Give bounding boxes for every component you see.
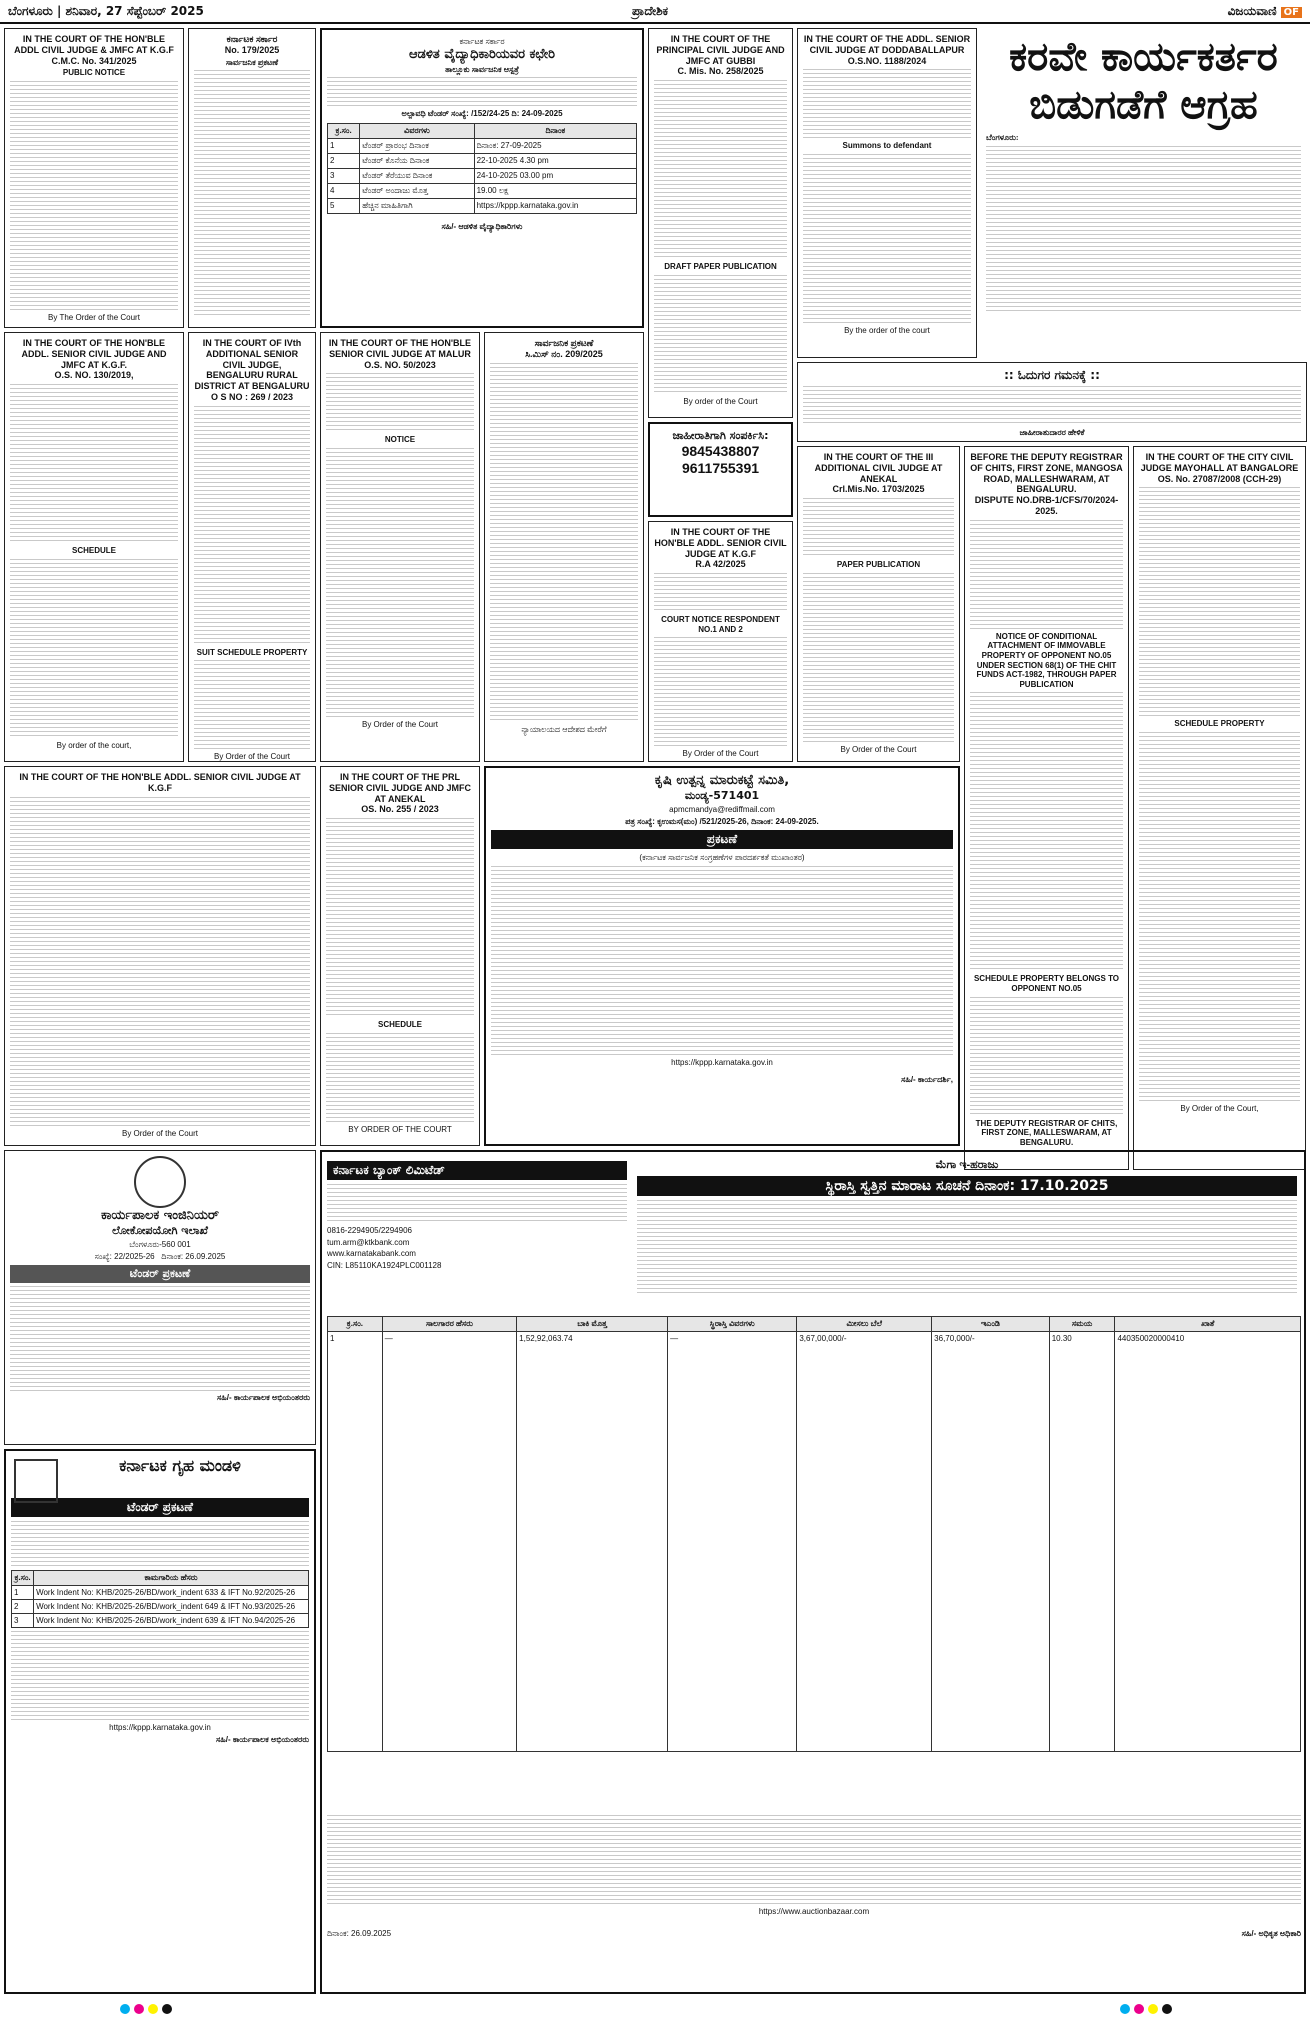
cell: 36,70,000/- xyxy=(932,1332,1050,1752)
cell: Work Indent No: KHB/2025-26/BD/work_indent 639 & IFT No.94/2025-26 xyxy=(34,1614,309,1628)
notice-parties xyxy=(326,373,474,433)
pwd-ref xyxy=(10,1252,310,1262)
tender-intro xyxy=(327,77,637,107)
notice-bengaluru-rural-os269 xyxy=(188,332,316,762)
schedule-body xyxy=(326,1033,474,1123)
notice-gubbi-cmis258 xyxy=(648,28,793,418)
notice-subtitle: Summons to defendant xyxy=(842,141,932,151)
table-row xyxy=(328,154,637,169)
notice-footer: By Order of the Court, xyxy=(1180,1103,1259,1113)
pwd-signature: ಸಹಿ/- ಕಾರ್ಯಪಾಲಕ ಅಭಿಯಂತರರು xyxy=(217,1393,310,1403)
readers-notice xyxy=(797,362,1307,442)
notice-body xyxy=(10,384,178,544)
notice-body xyxy=(803,573,954,743)
tender-signature: ಸಹಿ/- ಆಡಳಿತ ವೈದ್ಯಾಧಿಕಾರಿಗಳು xyxy=(441,222,523,232)
notice-footer: ನ್ಯಾಯಾಲಯದ ಆದೇಶದ ಮೇರೆಗೆ xyxy=(521,724,607,734)
bank-email[interactable]: tum.arm@ktkbank.com xyxy=(327,1237,410,1247)
table-row xyxy=(12,1600,309,1614)
col-time: ಸಮಯ xyxy=(1049,1317,1115,1332)
col-date: ದಿನಾಂಕ xyxy=(474,124,636,139)
col-property: ಸ್ಥಿರಾಸ್ತಿ ವಿವರಗಳು xyxy=(668,1317,797,1332)
apmc-signature: ಸಹಿ/- ಕಾರ್ಯದರ್ಶಿ, xyxy=(901,1075,953,1085)
cell: ಟೆಂಡರ್ ತೆರೆಯುವ ದಿನಾಂಕ xyxy=(360,169,474,184)
col-dues: ಬಾಕಿ ಮೊತ್ತ xyxy=(517,1317,668,1332)
auction-date: ದಿನಾಂಕ: 26.09.2025 xyxy=(327,1928,392,1938)
notice-case: C. Mis. No. 258/2025 xyxy=(677,66,764,77)
schedule-body xyxy=(194,660,310,750)
col-sl: ಕ್ರ.ಸಂ. xyxy=(328,1317,383,1332)
govt-label: ಕರ್ನಾಟಕ ಸರ್ಕಾರ xyxy=(459,37,505,46)
notice-body xyxy=(194,406,310,646)
notice-parties xyxy=(803,69,971,139)
notice-anekal-os255 xyxy=(320,766,480,1146)
notice-footer: By Order of the Court xyxy=(121,1128,199,1138)
auction-site[interactable]: https://www.auctionbazaar.com xyxy=(758,1907,870,1916)
cell: ಹೆಚ್ಚಿನ ಮಾಹಿತಿಗಾಗಿ xyxy=(360,199,474,214)
notice-malur-os50 xyxy=(320,332,480,762)
schedule-body xyxy=(10,559,178,739)
table-row xyxy=(328,1332,1301,1752)
notice-body xyxy=(326,448,474,718)
notice-case: OS. No. 255 / 2023 xyxy=(361,804,439,815)
col-sl: ಕ್ರ.ಸಂ. xyxy=(328,124,360,139)
notice-parties xyxy=(803,498,954,558)
notice-subtitle: NOTICE OF CONDITIONAL ATTACHMENT OF IMMOVABLE PROPERTY OF OPPONENT NO.05 UNDER SECTION 68(1) OF THE CHIT FUNDS ACT-1982, THROUGH PAPER PUBLICATION xyxy=(976,631,1117,689)
bank-auction-notice xyxy=(320,1150,1306,1994)
notice-subtitle: SCHEDULE xyxy=(71,546,116,556)
notice-footer: By order of the court, xyxy=(56,740,132,750)
notice-case: DISPUTE NO.DRB-1/CFS/70/2024-2025. xyxy=(974,495,1119,516)
cell: 2 xyxy=(328,154,360,169)
notice-kgf-ra42 xyxy=(648,521,793,762)
office-subtitle: ತಾಲ್ಲೂಕು ಸಾರ್ವಜನಿಕ ಆಸ್ಪತ್ರೆ xyxy=(445,64,519,74)
apmc-mandya-tender xyxy=(484,766,960,1146)
notice-body xyxy=(970,692,1123,972)
table-row xyxy=(328,184,637,199)
readers-notice-body xyxy=(803,386,1301,426)
notice-parties xyxy=(654,573,787,613)
notice-footer: By Order of the Court xyxy=(840,744,917,754)
khb-subtitle: ಟೆಂಡರ್ ಪ್ರಕಟಣೆ xyxy=(11,1498,309,1517)
notice-subtitle: PUBLIC NOTICE xyxy=(62,68,126,78)
masthead xyxy=(0,0,1310,24)
ad-contact-box xyxy=(648,422,793,517)
notice-body xyxy=(654,637,787,747)
pwd-tender xyxy=(4,1150,316,1445)
notice-subtitle: COURT NOTICE RESPONDENT NO.1 AND 2 xyxy=(661,615,780,634)
notice-header: IN THE COURT OF THE HON'BLE ADDL. SENIOR CIVIL JUDGE AT K.G.F xyxy=(19,772,301,793)
office-title: ಆಡಳಿತ ವೈದ್ಯಾಧಿಕಾರಿಯವರ ಕಛೇರಿ xyxy=(408,46,556,62)
notice-header: IN THE COURT OF THE HON'BLE ADDL. SENIOR CIVIL JUDGE AT K.G.F xyxy=(654,527,787,559)
paper-logo: OF xyxy=(1281,7,1302,18)
notice-case: OS. No. 27087/2008 (CCH-29) xyxy=(1157,473,1282,484)
col-detail: ವಿವರಗಳು xyxy=(360,124,474,139)
notice-case: O.S. NO. 50/2023 xyxy=(364,359,436,370)
notice-footer: By order of the Court xyxy=(683,396,758,406)
auction-title: ಸ್ಥಿರಾಸ್ತಿ ಸ್ವತ್ತಿನ ಮಾರಾಟ ಸೂಚನೆ ದಿನಾಂಕ: 17.10.2025 xyxy=(637,1176,1297,1196)
apmc-ref: ಪತ್ರ ಸಂಖ್ಯೆ: ಕೃಉಮಸ(ಮಂ) /521/2025-26, ದಿನಾಂಕ: 24-09-2025. xyxy=(625,816,819,826)
notice-body xyxy=(194,70,310,315)
magenta-dot-icon xyxy=(1134,2004,1144,2014)
col-work: ಕಾಮಗಾರಿಯ ಹೆಸರು xyxy=(34,1571,309,1586)
notice-subtitle: SCHEDULE xyxy=(377,1020,422,1030)
bank-cin: CIN: L85110KA1924PLC001128 xyxy=(327,1260,442,1270)
cell: 4 xyxy=(328,184,360,199)
cell: 24-10-2025 03.00 pm xyxy=(474,169,636,184)
khb-tender xyxy=(4,1449,316,1994)
notice-footer: By Order of the Court xyxy=(361,719,439,729)
bank-address xyxy=(327,1184,627,1224)
apmc-place: ಮಂಡ್ಯ-571401 xyxy=(684,789,760,803)
bank-name: ಕರ್ನಾಟಕ ಬ್ಯಾಂಕ್ ಲಿಮಿಟೆಡ್ xyxy=(327,1161,627,1180)
story-body xyxy=(986,133,1301,143)
col-account: ಖಾತೆ xyxy=(1115,1317,1301,1332)
schedule-body xyxy=(1139,732,1300,1102)
pwd-org: ಕಾರ್ಯಪಾಲಕ ಇಂಜಿನಿಯರ್ xyxy=(100,1208,219,1223)
ad-contact-title: ಜಾಹೀರಾತಿಗಾಗಿ ಸಂಪರ್ಕಿಸಿ: xyxy=(672,429,769,442)
auction-footer xyxy=(327,1812,1301,1938)
bank-website[interactable]: www.karnatakabank.com xyxy=(327,1249,416,1259)
apmc-org: ಕೃಷಿ ಉತ್ಪನ್ನ ಮಾರುಕಟ್ಟೆ ಸಮಿತಿ, xyxy=(654,773,790,788)
notice-footer: BY ORDER OF THE COURT xyxy=(348,1124,452,1134)
notice-case: C.M.C. No. 341/2025 xyxy=(51,55,137,66)
table-row xyxy=(328,169,637,184)
col-emd: ಇಎಂಡಿ xyxy=(932,1317,1050,1332)
bank-header xyxy=(327,1157,627,1270)
cell: 3 xyxy=(12,1614,34,1628)
notice-header: IN THE COURT OF THE CITY CIVIL JUDGE MAYOHALL AT BANGALORE xyxy=(1140,452,1299,473)
pwd-title: ಟೆಂಡರ್ ಪ್ರಕಟಣೆ xyxy=(10,1265,310,1283)
pwd-ref-number: ಸಂಖ್ಯೆ: 22/2025-26 xyxy=(94,1251,155,1261)
notice-body xyxy=(1139,487,1300,717)
apmc-link[interactable]: https://kppp.karnataka.gov.in xyxy=(671,1057,773,1067)
notice-city-civil-os27087 xyxy=(1133,446,1306,1170)
apmc-title: ಪ್ರಕಟಣೆ xyxy=(491,830,953,849)
notice-kgf-bottom xyxy=(4,766,316,1146)
notice-chits-dispute xyxy=(964,446,1129,1170)
cell: 5 xyxy=(328,199,360,214)
issue-date: ಬೆಂಗಳೂರು | ಶನಿವಾರ, 27 ಸೆಪ್ಟೆಂಬರ್ 2025 xyxy=(8,4,204,18)
cell: — xyxy=(382,1332,516,1752)
notice-kgf-cmc xyxy=(4,28,184,328)
notice-header: IN THE COURT OF THE PRINCIPAL CIVIL JUDGE AND JMFC AT GUBBI xyxy=(656,34,785,66)
notice-anekal-crlmis1703 xyxy=(797,446,960,762)
auction-intro xyxy=(637,1200,1297,1295)
notice-header: IN THE COURT OF THE HON'BLE SENIOR CIVIL JUDGE AT MALUR xyxy=(328,338,472,359)
table-row xyxy=(12,1614,309,1628)
notice-body xyxy=(10,797,310,1127)
pwd-body xyxy=(10,1286,310,1391)
notice-header: IN THE COURT OF THE HON'BLE ADDL CIVIL JUDGE & JMFC AT K.G.F xyxy=(14,34,174,55)
notice-footer: By The Order of the Court xyxy=(48,312,140,322)
tender-ref: ಅಲ್ಪಾವಧಿ ಟೆಂಡರ್ ಸಂಖ್ಯೆ: /152/24-25 ದಿ: 24-09-2025 xyxy=(401,109,563,119)
notice-footer: By Order of the Court xyxy=(682,749,759,759)
notice-subtitle: DRAFT PAPER PUBLICATION xyxy=(664,262,777,272)
khb-intro xyxy=(11,1521,309,1566)
cell: ದಿನಾಂಕ: 27-09-2025 xyxy=(474,139,636,154)
cell: 1 xyxy=(12,1586,34,1600)
yellow-dot-icon xyxy=(148,2004,158,2014)
pwd-address: ಬೆಂಗಳೂರು-560 001 xyxy=(129,1240,191,1249)
section-title: ಪ್ರಾದೇಶಿಕ xyxy=(631,4,669,18)
notice-kannada-179 xyxy=(188,28,316,328)
cell: ಟೆಂಡರ್ ಅಂದಾಜು ಮೊತ್ತ xyxy=(360,184,474,199)
notice-parties xyxy=(970,520,1123,630)
auction-terms xyxy=(327,1815,1301,1905)
notice-kannada-cmis xyxy=(484,332,644,762)
cell: 440350020000410 xyxy=(1115,1332,1301,1752)
cyan-dot-icon xyxy=(120,2004,130,2014)
govt-seal-icon xyxy=(134,1156,186,1208)
pwd-dept: ಲೋಕೋಪಯೋಗಿ ಇಲಾಖೆ xyxy=(112,1224,208,1238)
notice-case: ಸಿ.ಮಿಸ್ ನಂ. 209/2025 xyxy=(525,348,603,359)
ad-phone-2: 9611755391 xyxy=(681,460,760,477)
notice-subtitle: ಸಾರ್ವಜನಿಕ ಪ್ರಕಟಣೆ xyxy=(225,57,279,67)
apmc-email[interactable]: apmcmandya@rediffmail.com xyxy=(669,805,775,814)
notice-subtitle: SCHEDULE PROPERTY xyxy=(1174,719,1265,729)
khb-link[interactable]: https://kppp.karnataka.gov.in xyxy=(109,1723,211,1732)
notice-parties xyxy=(654,80,787,260)
notice-header: IN THE COURT OF THE PRL SENIOR CIVIL JUDGE AND JMFC AT ANEKAL xyxy=(328,772,472,804)
cell[interactable]: https://kppp.karnataka.gov.in xyxy=(474,199,636,214)
story-text-lines xyxy=(986,146,1301,311)
notice-case: R.A 42/2025 xyxy=(695,559,746,570)
notice-header: IN THE COURT OF THE HON'BLE ADDL. SENIOR CIVIL JUDGE AND JMFC AT K.G.F. xyxy=(21,338,167,370)
notice-case: O S NO : 269 / 2023 xyxy=(210,391,294,402)
cell: 10.30 xyxy=(1049,1332,1115,1752)
pwd-date: ದಿನಾಂಕ: 26.09.2025 xyxy=(161,1251,226,1261)
notice-footer: By Order of the Court xyxy=(213,752,291,762)
khb-logo-icon xyxy=(14,1459,58,1503)
hospital-tender xyxy=(320,28,644,328)
apmc-body xyxy=(491,866,953,1056)
notice-header: ಕರ್ನಾಟಕ ಸರ್ಕಾರ xyxy=(226,34,278,44)
khb-signature: ಸಹಿ/- ಕಾರ್ಯಪಾಲಕ ಅಭಿಯಂತರರು xyxy=(216,1734,309,1744)
yellow-dot-icon xyxy=(1148,2004,1158,2014)
cell: 1 xyxy=(328,1332,383,1752)
tender-schedule-table xyxy=(327,123,637,214)
cell: Work Indent No: KHB/2025-26/BD/work_indent 649 & IFT No.93/2025-26 xyxy=(34,1600,309,1614)
khb-title: ಕರ್ನಾಟಕ ಗೃಹ ಮಂಡಳಿ xyxy=(119,1456,241,1475)
story-headline: ಕರವೇ ಕಾರ್ಯಕರ್ತರ ಬಿಡುಗಡೆಗೆ ಆಗ್ರಹ xyxy=(1009,34,1278,128)
notice-body xyxy=(803,154,971,324)
notice-header: BEFORE THE DEPUTY REGISTRAR OF CHITS, FIRST ZONE, MANGOSA ROAD, MALLESHWARAM, AT BENGALURU. xyxy=(970,452,1123,495)
table-row xyxy=(328,139,637,154)
news-story xyxy=(981,28,1306,358)
schedule-body xyxy=(970,997,1123,1117)
schedule-title: SCHEDULE PROPERTY BELONGS TO OPPONENT NO.05 xyxy=(973,974,1120,993)
story-dateline: ಬೆಂಗಳೂರು: xyxy=(986,133,1019,142)
notice-body xyxy=(490,363,638,723)
auction-kicker: ಮೆಗಾ ಇ-ಹರಾಜು xyxy=(935,1159,999,1171)
ad-phone-1: 9845438807 xyxy=(681,442,760,459)
table-row xyxy=(12,1586,309,1600)
table-row xyxy=(328,199,637,214)
notice-doddaballapur-os1188 xyxy=(797,28,977,358)
col-reserve: ಮೀಸಲು ಬೆಲೆ xyxy=(797,1317,932,1332)
readers-notice-title: :: ಓದುಗರ ಗಮನಕ್ಕೆ :: xyxy=(1004,368,1100,382)
notice-header: IN THE COURT OF IVth ADDITIONAL SENIOR CIVIL JUDGE, BENGALURU RURAL DISTRICT AT BENGALURU xyxy=(194,338,310,392)
cell: 22-10-2025 4.30 pm xyxy=(474,154,636,169)
cell: 2 xyxy=(12,1600,34,1614)
khb-body xyxy=(11,1631,309,1721)
bank-phone: 0816-2294905/2294906 xyxy=(327,1226,412,1235)
notice-case: O.S.NO. 1188/2024 xyxy=(847,55,927,66)
notice-kgf-os130 xyxy=(4,332,184,762)
notice-case: O.S. NO. 130/2019, xyxy=(54,370,134,381)
cell: 1,52,92,063.74 xyxy=(517,1332,668,1752)
notice-header: ಸಾರ್ವಜನಿಕ ಪ್ರಕಟಣೆ xyxy=(534,338,594,348)
notice-body xyxy=(654,275,787,395)
notice-footer: THE DEPUTY REGISTRAR OF CHITS, FIRST ZONE, MALLESWARAM, AT BENGALURU. xyxy=(975,1118,1118,1147)
auction-signoff xyxy=(327,1927,1301,1939)
auction-signature: ಸಹಿ/- ಅಧಿಕೃತ ಅಧಿಕಾರಿ xyxy=(1241,1928,1301,1938)
cell: Work Indent No: KHB/2025-26/BD/work_indent 633 & IFT No.92/2025-26 xyxy=(34,1586,309,1600)
black-dot-icon xyxy=(1162,2004,1172,2014)
notice-subtitle: SUIT SCHEDULE PROPERTY xyxy=(196,647,308,657)
cell: ಟೆಂಡರ್ ಪ್ರಾರಂಭ ದಿನಾಂಕ xyxy=(360,139,474,154)
cell: — xyxy=(668,1332,797,1752)
notice-body xyxy=(10,81,178,311)
notice-case: No. 179/2025 xyxy=(224,44,280,55)
cell: ಟೆಂಡರ್ ಕೊನೆಯ ದಿನಾಂಕ xyxy=(360,154,474,169)
col-borrower: ಸಾಲಗಾರರ ಹೆಸರು xyxy=(382,1317,516,1332)
cell: 3,67,00,000/- xyxy=(797,1332,932,1752)
magenta-dot-icon xyxy=(134,2004,144,2014)
paper-name: ವಿಜಯವಾಣಿ OF xyxy=(1228,4,1302,19)
notice-subtitle: NOTICE xyxy=(384,435,416,445)
readers-notice-sign: ಜಾಹೀರಾತುದಾರರ ಹೇಳಿಕೆ xyxy=(1019,428,1085,437)
auction-table xyxy=(327,1316,1301,1752)
notice-body xyxy=(326,818,474,1018)
cell: 1 xyxy=(328,139,360,154)
print-registration-marks xyxy=(0,1996,1310,2020)
cell: 3 xyxy=(328,169,360,184)
notice-header: IN THE COURT OF THE ADDL. SENIOR CIVIL JUDGE AT DODDABALLAPUR xyxy=(803,34,971,55)
apmc-subtitle: (ಕರ್ನಾಟಕ ಸಾರ್ವಜನಿಕ ಸಂಗ್ರಹಣೆಗಳ ಪಾರದರ್ಶಕತೆ ಮುಖಾಂತರ) xyxy=(639,853,805,863)
notice-case: Crl.Mis.No. 1703/2025 xyxy=(832,484,925,495)
notice-subtitle: PAPER PUBLICATION xyxy=(836,560,921,570)
notice-footer: By the order of the court xyxy=(844,325,930,335)
cyan-dot-icon xyxy=(1120,2004,1130,2014)
khb-works-table xyxy=(11,1570,309,1628)
cell: 19.00 ಲಕ್ಷ xyxy=(474,184,636,199)
black-dot-icon xyxy=(162,2004,172,2014)
notice-header: IN THE COURT OF THE III ADDITIONAL CIVIL JUDGE AT ANEKAL xyxy=(814,452,943,484)
col-sl: ಕ್ರ.ಸಂ. xyxy=(12,1571,34,1586)
auction-header xyxy=(637,1157,1297,1295)
